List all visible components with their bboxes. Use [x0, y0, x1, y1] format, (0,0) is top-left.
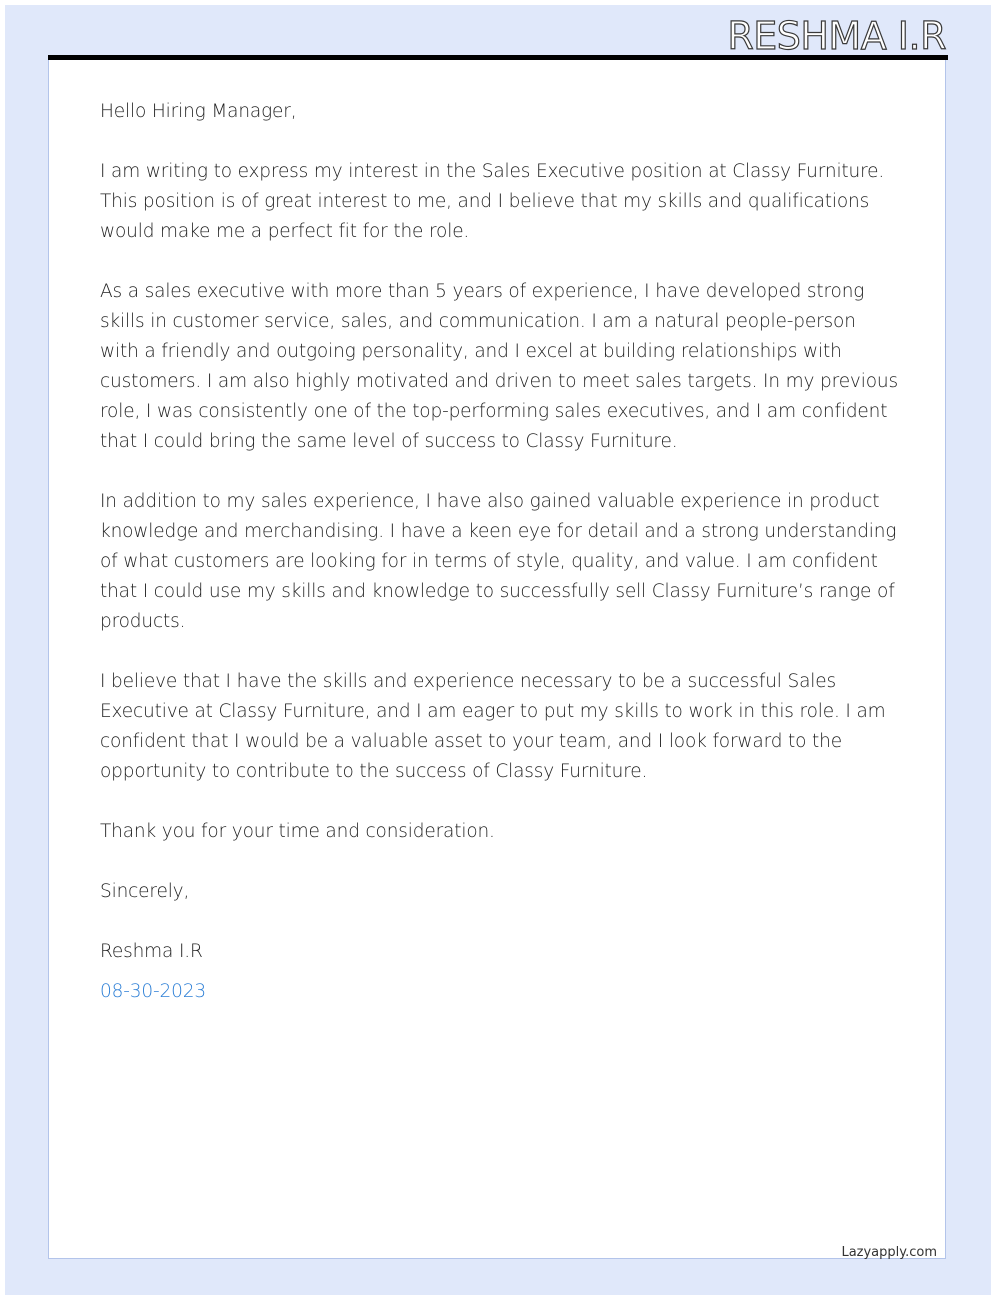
letter-paragraph: I believe that I have the skills and experience necessary to be a successful Sales Executive at Classy Furniture, and I am eager to put my skills to work in this role. I am confident that I would be a valuable asset to your team, and I look forward to the opportunity to contribute to the success of Classy Furniture.: [100, 671, 886, 782]
footer-brand-watermark: Lazyapply.com: [841, 1245, 937, 1260]
letter-paragraph: As a sales executive with more than 5 years of experience, I have developed strong skills in customer service, sales, and communication. I am a natural people-person with a friendly and outgoing personality, and I excel at building relationships with customers. I am also highly motivated and driven to meet sales targets. In my previous role, I was consistently one of the top-performing sales executives, and I am confident that I could bring the same level of success to Classy Furniture.: [100, 281, 898, 452]
letter-closing: Sincerely,: [100, 881, 190, 902]
letter-greeting: Hello Hiring Manager,: [100, 101, 297, 122]
letter-signature: Reshma I.R: [100, 941, 203, 962]
letter-paragraph: I am writing to express my interest in the Sales Executive position at Classy Furniture. This position is of great interest to me, and I believe that my skills and qualifications would make me a perfect fit for the role.: [100, 161, 885, 242]
letter-date: 08-30-2023: [100, 981, 207, 1002]
letter-thanks: Thank you for your time and consideration.: [100, 821, 495, 842]
letter-paragraph: In addition to my sales experience, I have also gained valuable experience in product knowledge and merchandising. I have a keen eye for detail and a strong understanding of what customers are looking for in terms of style, quality, and value. I am confident that I could use my skills and knowledge to successfully sell Classy Furniture’s range of products.: [100, 491, 897, 632]
applicant-name-header: RESHMA I.R: [727, 14, 946, 58]
cover-letter-body: [100, 97, 900, 1007]
